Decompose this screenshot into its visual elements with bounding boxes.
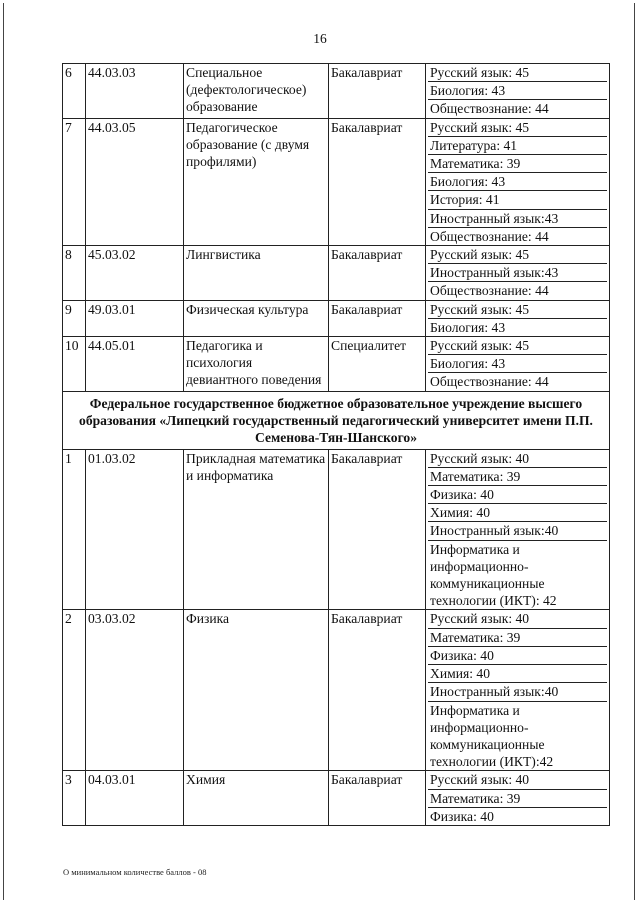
program-name: Педагогическое образование (с двумя профилями) (184, 118, 329, 245)
subject-score: Биология: 43 (430, 319, 506, 335)
subject-score: Обществознание: 44 (430, 283, 549, 299)
subject-score: Физика: 40 (430, 808, 494, 824)
subject-score: Иностранный язык:40 (428, 522, 607, 540)
subject-score: Иностранный язык:43 (428, 264, 607, 282)
program-name: Физика (184, 610, 329, 771)
page-number: 16 (313, 31, 327, 46)
subject-list (426, 337, 610, 392)
row-number: 10 (63, 337, 86, 392)
subject-score: Литература: 41 (428, 137, 607, 155)
table-row (63, 610, 610, 771)
subject-score: Химия: 40 (428, 665, 607, 683)
table-row (63, 771, 610, 826)
subject-list (426, 449, 610, 610)
program-code: 03.03.02 (86, 610, 184, 771)
subject-score: Химия: 40 (428, 504, 607, 522)
subject-list (426, 610, 610, 771)
subject-score: Математика: 39 (428, 790, 607, 808)
subject-score: Обществознание: 44 (430, 101, 549, 117)
row-number: 8 (63, 246, 86, 301)
subject-list (426, 118, 610, 245)
program-name: Прикладная математика и информатика (184, 449, 329, 610)
table-row (63, 300, 610, 336)
subject-score: Русский язык: 45 (428, 119, 607, 137)
footer-note: О минимальном количестве баллов - 08 (63, 867, 207, 877)
education-level: Бакалавриат (329, 449, 426, 610)
subject-score: Русский язык: 45 (428, 337, 607, 355)
subject-score: Русский язык: 45 (428, 246, 607, 264)
university-title: Федеральное государственное бюджетное образовательное учреждение высшего образования «Липецкий государственный педагогический университет имени П.П. Семенова-Тян-Шанского» (63, 391, 610, 449)
program-name: Химия (184, 771, 329, 826)
subject-score: Математика: 39 (428, 629, 607, 647)
subject-list (426, 246, 610, 301)
subject-score: Биология: 43 (428, 82, 607, 100)
row-number: 1 (63, 449, 86, 610)
subject-score: Информатика и информационно-коммуникационные технологии (ИКТ):42 (430, 702, 554, 770)
table-row (63, 64, 610, 119)
subject-score: Физика: 40 (428, 647, 607, 665)
education-level: Бакалавриат (329, 771, 426, 826)
subject-score: Физика: 40 (428, 486, 607, 504)
education-level: Бакалавриат (329, 118, 426, 245)
program-name: Педагогика и психология девиантного поведения (184, 337, 329, 392)
subject-list (426, 300, 610, 336)
subject-score: Русский язык: 40 (428, 610, 607, 628)
row-number: 2 (63, 610, 86, 771)
program-name: Физическая культура (184, 300, 329, 336)
program-code: 44.03.05 (86, 118, 184, 245)
subject-score: Русский язык: 40 (428, 450, 607, 468)
program-code: 45.03.02 (86, 246, 184, 301)
row-number: 3 (63, 771, 86, 826)
table-row (63, 449, 610, 610)
subject-score: Русский язык: 45 (428, 64, 607, 82)
education-level: Бакалавриат (329, 300, 426, 336)
table-row (63, 337, 610, 392)
table-row (63, 246, 610, 301)
subject-score: Математика: 39 (428, 155, 607, 173)
row-number: 7 (63, 118, 86, 245)
program-code: 49.03.01 (86, 300, 184, 336)
subject-score: Русский язык: 45 (428, 301, 607, 319)
subject-score: Математика: 39 (428, 468, 607, 486)
program-code: 44.05.01 (86, 337, 184, 392)
subject-score: Обществознание: 44 (430, 374, 549, 390)
education-level: Бакалавриат (329, 246, 426, 301)
subject-score: Биология: 43 (428, 355, 607, 373)
table-row (63, 118, 610, 245)
program-name: Лингвистика (184, 246, 329, 301)
subject-score: Русский язык: 40 (428, 771, 607, 789)
section-header-row (63, 391, 610, 449)
subject-score: Иностранный язык:43 (428, 210, 607, 228)
education-level: Специалитет (329, 337, 426, 392)
education-level: Бакалавриат (329, 64, 426, 119)
subject-score: История: 41 (428, 191, 607, 209)
program-code: 04.03.01 (86, 771, 184, 826)
subject-list (426, 64, 610, 119)
row-number: 6 (63, 64, 86, 119)
program-code: 44.03.03 (86, 64, 184, 119)
subject-score: Биология: 43 (428, 173, 607, 191)
program-code: 01.03.02 (86, 449, 184, 610)
subject-list (426, 771, 610, 826)
subject-score: Информатика и информационно-коммуникационные технологии (ИКТ): 42 (430, 541, 557, 609)
row-number: 9 (63, 300, 86, 336)
program-name: Специальное (дефектологическое) образование (184, 64, 329, 119)
education-level: Бакалавриат (329, 610, 426, 771)
admission-table (62, 63, 610, 826)
subject-score: Обществознание: 44 (430, 228, 549, 244)
subject-score: Иностранный язык:40 (428, 683, 607, 701)
